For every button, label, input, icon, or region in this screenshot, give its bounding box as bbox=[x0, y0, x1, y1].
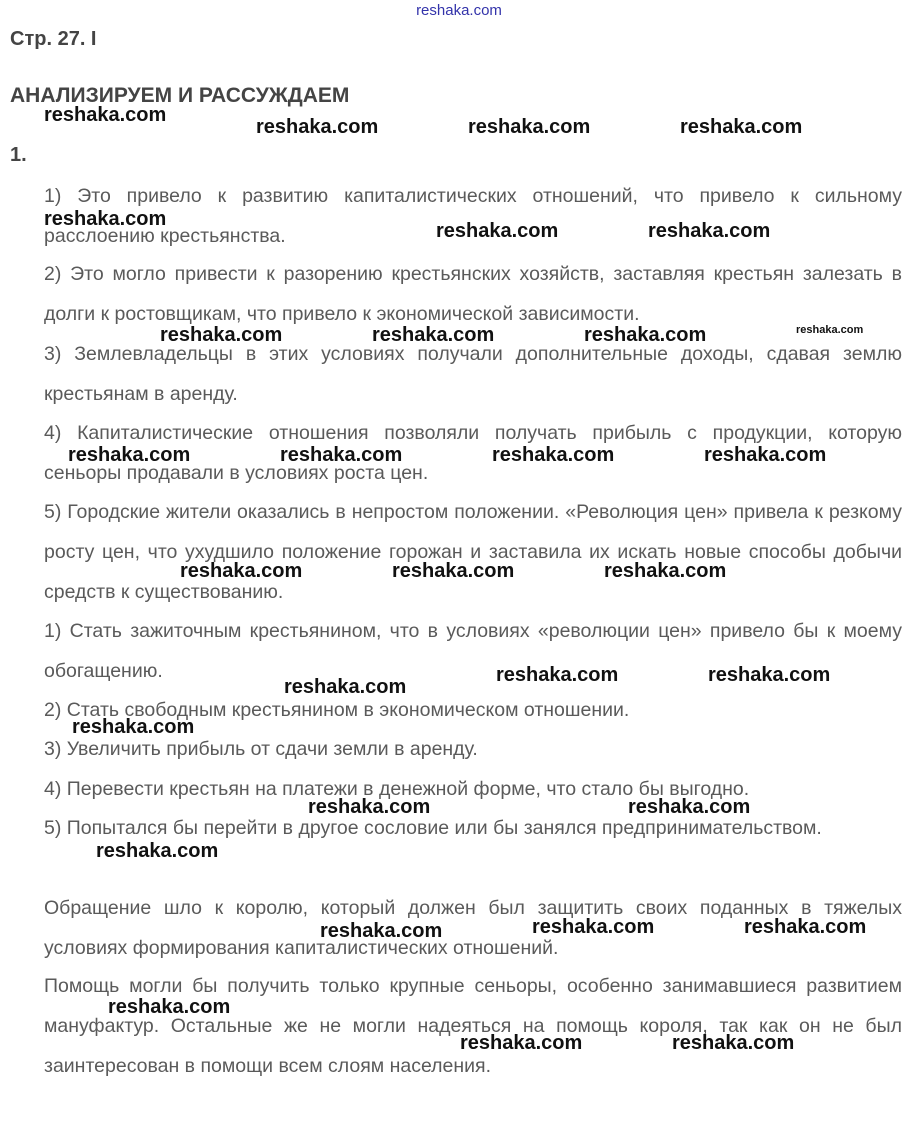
page-header: Стр. 27. I bbox=[10, 28, 97, 50]
watermark: reshaka.com bbox=[372, 324, 495, 346]
watermark: reshaka.com bbox=[284, 676, 407, 698]
watermark: reshaka.com bbox=[460, 1032, 583, 1054]
watermark: reshaka.com bbox=[492, 444, 615, 466]
watermark: reshaka.com bbox=[256, 116, 379, 138]
watermark: reshaka.com bbox=[436, 220, 559, 242]
watermark: reshaka.com bbox=[68, 444, 191, 466]
watermark: reshaka.com bbox=[584, 324, 707, 346]
watermark: reshaka.com bbox=[708, 664, 831, 686]
watermark: reshaka.com bbox=[672, 1032, 795, 1054]
paragraph: 4) Перевести крестьян на платежи в денежной форме, что стало бы выгодно. bbox=[44, 778, 750, 800]
watermark: reshaka.com bbox=[680, 116, 803, 138]
watermark: reshaka.com bbox=[308, 796, 431, 818]
watermark: reshaka.com bbox=[180, 560, 303, 582]
paragraph: 3) Землевладельцы в этих условиях получали дополнительные доходы, сдавая землю крестьянам в аренду. bbox=[44, 343, 902, 405]
paragraph: 5) Попытался бы перейти в другое сословие или бы занялся предпринимательством. bbox=[44, 817, 822, 839]
paragraph: Помощь могли бы получить только крупные сеньоры, особенно занимавшиеся развитием мануфактур. Остальные же не могли надеяться на помощь короля, так как он не был заинтересован в помощи всем слоям населения. bbox=[44, 975, 902, 1077]
watermark: reshaka.com bbox=[280, 444, 403, 466]
paragraph: 1) Стать зажиточным крестьянином, что в условиях «революции цен» привело бы к моему обогащению. bbox=[44, 620, 902, 682]
watermark: reshaka.com bbox=[468, 116, 591, 138]
watermark: reshaka.com bbox=[532, 916, 655, 938]
paragraph: 3) Увеличить прибыль от сдачи земли в аренду. bbox=[44, 738, 478, 760]
watermark: reshaka.com bbox=[108, 996, 231, 1018]
watermark: reshaka.com bbox=[604, 560, 727, 582]
watermark: reshaka.com bbox=[392, 560, 515, 582]
paragraph: 2) Стать свободным крестьянином в экономическом отношении. bbox=[44, 699, 630, 721]
site-header[interactable]: reshaka.com bbox=[416, 2, 502, 19]
task-number: 1. bbox=[10, 144, 27, 166]
watermark: reshaka.com bbox=[72, 716, 195, 738]
watermark-small: reshaka.com bbox=[796, 324, 864, 336]
watermark: reshaka.com bbox=[744, 916, 867, 938]
watermark: reshaka.com bbox=[44, 208, 167, 230]
watermark: reshaka.com bbox=[704, 444, 827, 466]
paragraph: 5) Городские жители оказались в непростом положении. «Революция цен» привела к резкому росту цен, что ухудшило положение горожан и заставила их искать новые способы добычи средств к существованию. bbox=[44, 501, 902, 603]
watermark: reshaka.com bbox=[496, 664, 619, 686]
paragraph: Обращение шло к королю, который должен был защитить своих поданных в тяжелых условиях формирования капиталистических отношений. bbox=[44, 897, 902, 959]
watermark: reshaka.com bbox=[44, 104, 167, 126]
paragraph: 1) Это привело к развитию капиталистических отношений, что привело к сильному расслоению крестьянства. bbox=[44, 185, 902, 247]
watermark: reshaka.com bbox=[96, 840, 219, 862]
watermark: reshaka.com bbox=[160, 324, 283, 346]
paragraph: 4) Капиталистические отношения позволяли получать прибыль с продукции, которую сеньоры продавали в условиях роста цен. bbox=[44, 422, 902, 484]
watermark: reshaka.com bbox=[628, 796, 751, 818]
watermark: reshaka.com bbox=[648, 220, 771, 242]
watermark: reshaka.com bbox=[320, 920, 443, 942]
section-title: АНАЛИЗИРУЕМ И РАССУЖДАЕМ bbox=[10, 84, 350, 107]
paragraph: 2) Это могло привести к разорению крестьянских хозяйств, заставляя крестьян залезать в долги к ростовщикам, что привело к экономической зависимости. bbox=[44, 263, 902, 325]
